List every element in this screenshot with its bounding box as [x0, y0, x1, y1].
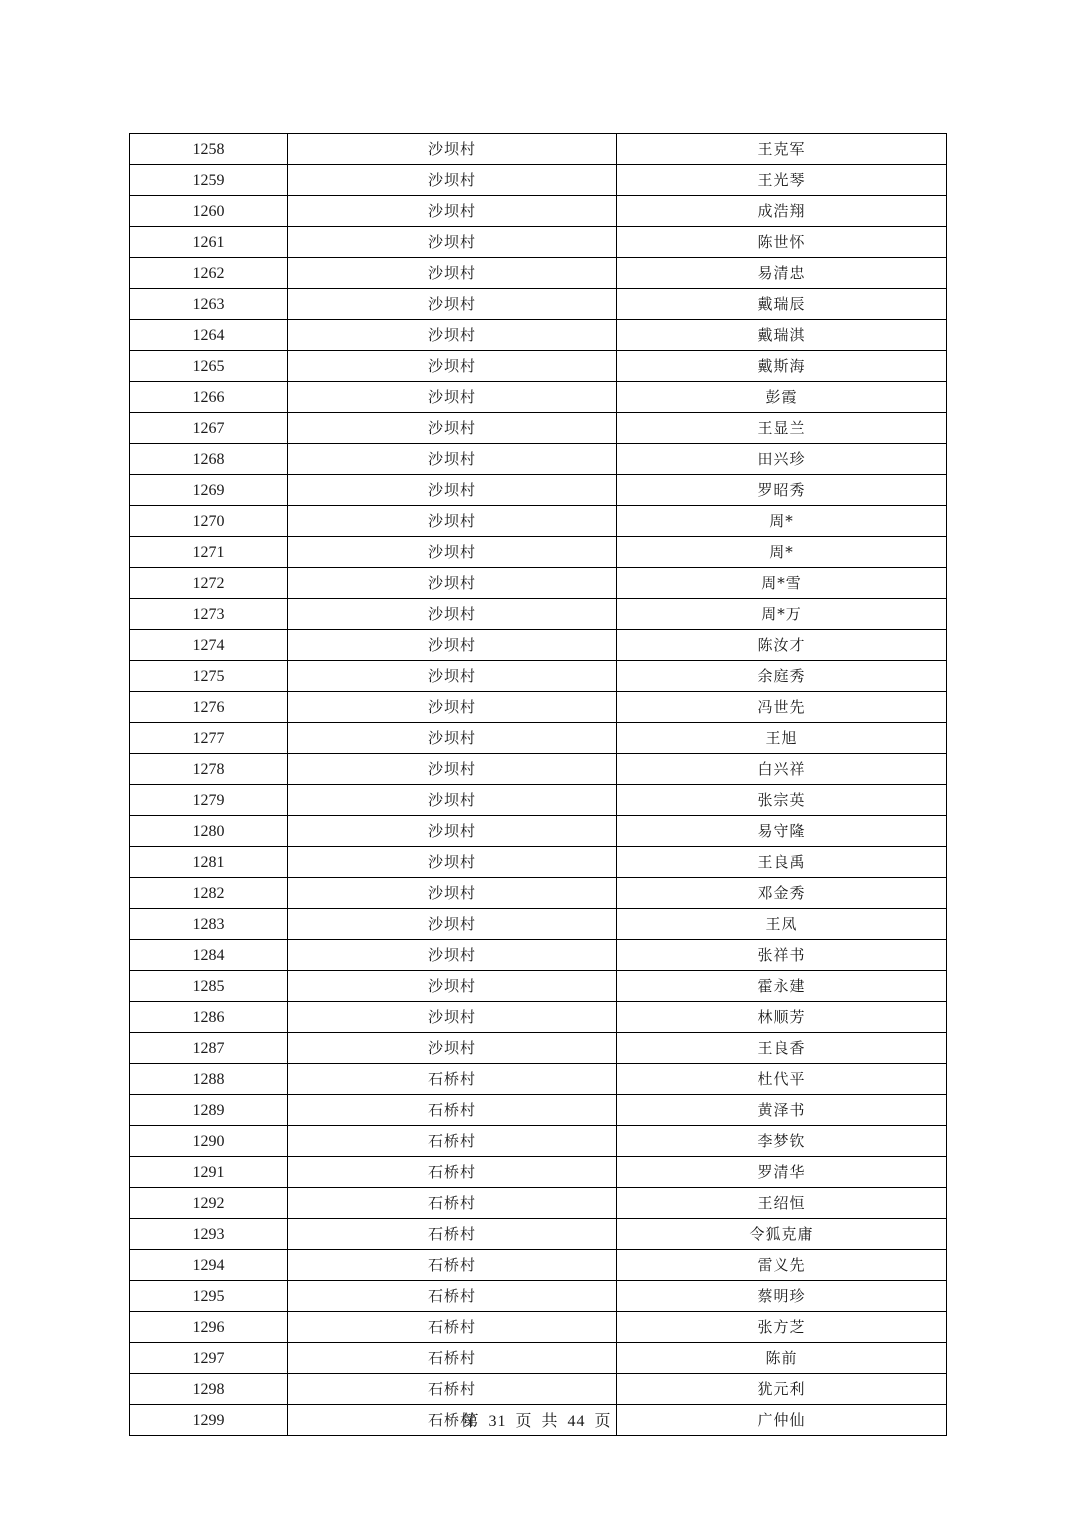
row-number-cell: 1272: [130, 568, 288, 599]
table-row: [130, 1188, 947, 1219]
village-cell: 沙坝村: [288, 878, 617, 909]
table-row: [130, 1219, 947, 1250]
row-number-cell: 1279: [130, 785, 288, 816]
row-number-cell: 1259: [130, 165, 288, 196]
table-row: [130, 785, 947, 816]
table-row: [130, 754, 947, 785]
row-number-cell: 1278: [130, 754, 288, 785]
person-name-cell: 王旭: [617, 723, 947, 754]
village-cell: 沙坝村: [288, 537, 617, 568]
person-name-cell: 王显兰: [617, 413, 947, 444]
row-number-cell: 1277: [130, 723, 288, 754]
table-row: [130, 568, 947, 599]
village-cell: 石桥村: [288, 1126, 617, 1157]
person-name-cell: 冯世先: [617, 692, 947, 723]
table-row: [130, 196, 947, 227]
village-cell: 沙坝村: [288, 413, 617, 444]
row-number-cell: 1258: [130, 134, 288, 165]
village-cell: 沙坝村: [288, 754, 617, 785]
village-cell: 石桥村: [288, 1188, 617, 1219]
table-row: [130, 816, 947, 847]
village-cell: 沙坝村: [288, 816, 617, 847]
village-cell: 沙坝村: [288, 630, 617, 661]
page-number-footer: 第 31 页 共 44 页: [462, 1413, 612, 1430]
table-row: [130, 320, 947, 351]
table-row: [130, 258, 947, 289]
row-number-cell: 1290: [130, 1126, 288, 1157]
village-cell: 沙坝村: [288, 971, 617, 1002]
person-name-cell: 杜代平: [617, 1064, 947, 1095]
person-name-cell: 戴瑞淇: [617, 320, 947, 351]
row-number-cell: 1270: [130, 506, 288, 537]
table-row: [130, 909, 947, 940]
table-row: [130, 1343, 947, 1374]
person-name-cell: 王绍恒: [617, 1188, 947, 1219]
row-number-cell: 1289: [130, 1095, 288, 1126]
table-row: [130, 1374, 947, 1405]
table-row: [130, 1281, 947, 1312]
person-name-cell: 林顺芳: [617, 1002, 947, 1033]
person-name-cell: 周*雪: [617, 568, 947, 599]
table-row: [130, 971, 947, 1002]
village-cell: 沙坝村: [288, 320, 617, 351]
person-name-cell: 张祥书: [617, 940, 947, 971]
table-row: [130, 165, 947, 196]
village-cell: 石桥村: [288, 1281, 617, 1312]
row-number-cell: 1263: [130, 289, 288, 320]
table-row: [130, 1126, 947, 1157]
row-number-cell: 1294: [130, 1250, 288, 1281]
roster-table-body: [130, 134, 947, 1436]
row-number-cell: 1271: [130, 537, 288, 568]
person-name-cell: 戴斯海: [617, 351, 947, 382]
person-name-cell: 罗清华: [617, 1157, 947, 1188]
person-name-cell: 成浩翔: [617, 196, 947, 227]
row-number-cell: 1295: [130, 1281, 288, 1312]
table-row: [130, 413, 947, 444]
row-number-cell: 1284: [130, 940, 288, 971]
person-name-cell: 王良禹: [617, 847, 947, 878]
person-name-cell: 李梦钦: [617, 1126, 947, 1157]
table-row: [130, 1033, 947, 1064]
village-cell: 石桥村: [288, 1064, 617, 1095]
row-number-cell: 1280: [130, 816, 288, 847]
row-number-cell: 1260: [130, 196, 288, 227]
village-cell: 石桥村: [288, 1095, 617, 1126]
table-row: [130, 1064, 947, 1095]
village-cell: 沙坝村: [288, 382, 617, 413]
village-cell: 石桥村: [288, 1250, 617, 1281]
person-name-cell: 张宗英: [617, 785, 947, 816]
row-number-cell: 1283: [130, 909, 288, 940]
village-cell: 沙坝村: [288, 692, 617, 723]
village-cell: 沙坝村: [288, 568, 617, 599]
village-cell: 石桥村: [288, 1374, 617, 1405]
village-cell: 沙坝村: [288, 506, 617, 537]
row-number-cell: 1299: [130, 1405, 288, 1436]
table-row: [130, 1312, 947, 1343]
village-cell: 沙坝村: [288, 1033, 617, 1064]
table-row: [130, 537, 947, 568]
table-row: [130, 630, 947, 661]
table-row: [130, 692, 947, 723]
village-cell: 沙坝村: [288, 909, 617, 940]
table-row: [130, 1002, 947, 1033]
village-cell: 沙坝村: [288, 196, 617, 227]
village-cell: 沙坝村: [288, 940, 617, 971]
person-name-cell: 彭霞: [617, 382, 947, 413]
row-number-cell: 1287: [130, 1033, 288, 1064]
row-number-cell: 1281: [130, 847, 288, 878]
person-name-cell: 王光琴: [617, 165, 947, 196]
row-number-cell: 1267: [130, 413, 288, 444]
table-row: [130, 1250, 947, 1281]
row-number-cell: 1274: [130, 630, 288, 661]
person-name-cell: 王克军: [617, 134, 947, 165]
village-cell: 沙坝村: [288, 661, 617, 692]
village-cell: 沙坝村: [288, 475, 617, 506]
row-number-cell: 1276: [130, 692, 288, 723]
person-name-cell: 周*: [617, 506, 947, 537]
row-number-cell: 1297: [130, 1343, 288, 1374]
row-number-cell: 1264: [130, 320, 288, 351]
table-row: [130, 444, 947, 475]
person-name-cell: 霍永建: [617, 971, 947, 1002]
person-name-cell: 陈世怀: [617, 227, 947, 258]
village-cell: 石桥村: [288, 1219, 617, 1250]
table-row: [130, 134, 947, 165]
person-name-cell: 邓金秀: [617, 878, 947, 909]
person-name-cell: 陈汝才: [617, 630, 947, 661]
person-name-cell: 田兴珍: [617, 444, 947, 475]
row-number-cell: 1296: [130, 1312, 288, 1343]
person-name-cell: 王良香: [617, 1033, 947, 1064]
table-row: [130, 227, 947, 258]
row-number-cell: 1275: [130, 661, 288, 692]
person-name-cell: 周*万: [617, 599, 947, 630]
table-row: [130, 661, 947, 692]
row-number-cell: 1261: [130, 227, 288, 258]
village-cell: 沙坝村: [288, 227, 617, 258]
person-name-cell: 余庭秀: [617, 661, 947, 692]
table-row: [130, 847, 947, 878]
row-number-cell: 1265: [130, 351, 288, 382]
village-cell: 石桥村: [288, 1312, 617, 1343]
village-cell: 石桥村: [288, 1343, 617, 1374]
village-cell: 石桥村: [288, 1157, 617, 1188]
table-row: [130, 723, 947, 754]
roster-table: [129, 133, 947, 1436]
row-number-cell: 1288: [130, 1064, 288, 1095]
row-number-cell: 1291: [130, 1157, 288, 1188]
village-cell: 沙坝村: [288, 134, 617, 165]
person-name-cell: 广仲仙: [617, 1405, 947, 1436]
table-row: [130, 940, 947, 971]
table-row: [130, 382, 947, 413]
person-name-cell: 张方芝: [617, 1312, 947, 1343]
table-row: [130, 506, 947, 537]
table-row: [130, 599, 947, 630]
village-cell: 沙坝村: [288, 258, 617, 289]
village-cell: 沙坝村: [288, 289, 617, 320]
table-row: [130, 1157, 947, 1188]
person-name-cell: 易守隆: [617, 816, 947, 847]
village-cell: 沙坝村: [288, 1002, 617, 1033]
person-name-cell: 易清忠: [617, 258, 947, 289]
person-name-cell: 王凤: [617, 909, 947, 940]
person-name-cell: 罗昭秀: [617, 475, 947, 506]
village-cell: 石桥村: [288, 1405, 617, 1436]
person-name-cell: 犹元利: [617, 1374, 947, 1405]
person-name-cell: 戴瑞辰: [617, 289, 947, 320]
row-number-cell: 1269: [130, 475, 288, 506]
table-row: [130, 475, 947, 506]
row-number-cell: 1262: [130, 258, 288, 289]
person-name-cell: 雷义先: [617, 1250, 947, 1281]
person-name-cell: 黄泽书: [617, 1095, 947, 1126]
row-number-cell: 1298: [130, 1374, 288, 1405]
row-number-cell: 1266: [130, 382, 288, 413]
row-number-cell: 1268: [130, 444, 288, 475]
person-name-cell: 蔡明珍: [617, 1281, 947, 1312]
person-name-cell: 周*: [617, 537, 947, 568]
row-number-cell: 1286: [130, 1002, 288, 1033]
row-number-cell: 1273: [130, 599, 288, 630]
village-cell: 沙坝村: [288, 847, 617, 878]
village-cell: 沙坝村: [288, 599, 617, 630]
village-cell: 沙坝村: [288, 785, 617, 816]
village-cell: 沙坝村: [288, 165, 617, 196]
village-cell: 沙坝村: [288, 444, 617, 475]
row-number-cell: 1292: [130, 1188, 288, 1219]
person-name-cell: 白兴祥: [617, 754, 947, 785]
row-number-cell: 1285: [130, 971, 288, 1002]
village-cell: 沙坝村: [288, 723, 617, 754]
person-name-cell: 陈前: [617, 1343, 947, 1374]
row-number-cell: 1282: [130, 878, 288, 909]
table-row: [130, 1095, 947, 1126]
table-row: [130, 351, 947, 382]
person-name-cell: 令狐克庸: [617, 1219, 947, 1250]
table-row: [130, 289, 947, 320]
table-row: [130, 878, 947, 909]
row-number-cell: 1293: [130, 1219, 288, 1250]
village-cell: 沙坝村: [288, 351, 617, 382]
